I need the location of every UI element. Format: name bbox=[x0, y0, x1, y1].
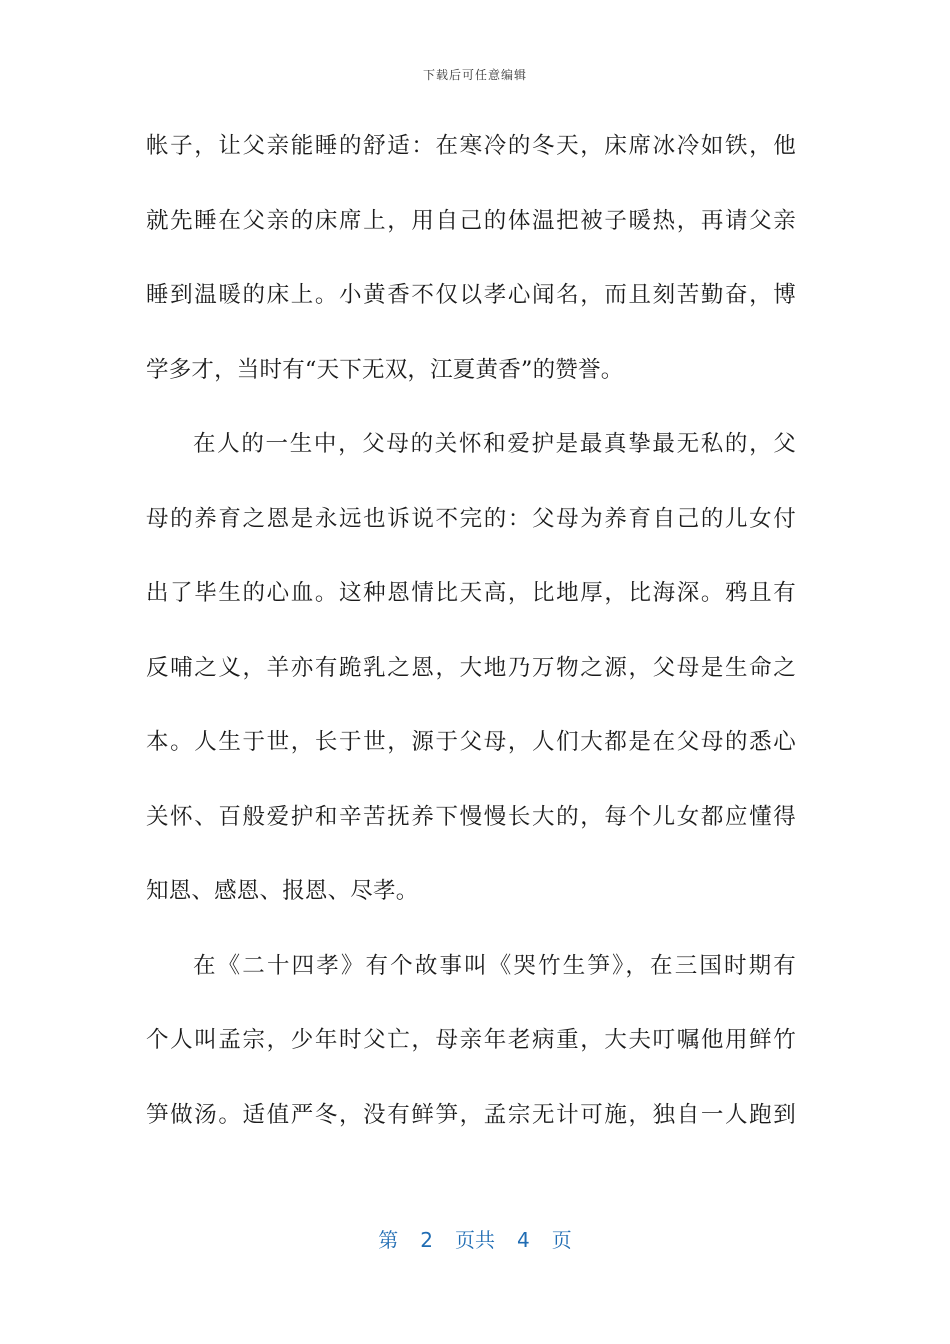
footer-prefix: 第 bbox=[378, 1228, 399, 1252]
paragraph-start-line: 在人的一生中，父母的关怀和爱护是最真挚最无私的，父 bbox=[193, 431, 796, 457]
page-header-note: 下载后可任意编辑 bbox=[422, 68, 527, 82]
text-line: 个人叫孟宗，少年时父亡，母亲年老病重，大夫叮嘱他用鲜竹 bbox=[146, 1027, 796, 1053]
text-line: 出了毕生的心血。这种恩情比天高，比地厚，比海深。鸦且有 bbox=[146, 580, 796, 606]
text-line: 母的养育之恩是永远也诉说不完的：父母为养育自己的儿女付 bbox=[146, 505, 796, 532]
paragraph-start-line: 在《二十四孝》有个故事叫《哭竹生笋》，在三国时期有 bbox=[193, 952, 796, 979]
text-line: 笋做汤。适值严冬，没有鲜笋，孟宗无计可施，独自一人跑到 bbox=[146, 1101, 796, 1128]
text-line: 学多才，当时有“天下无双，江夏黄香”的赞誉。 bbox=[146, 356, 624, 383]
text-line: 帐子，让父亲能睡的舒适：在寒冷的冬天，床席冰冷如铁，他 bbox=[146, 133, 796, 159]
footer-current-page: 2 bbox=[420, 1228, 433, 1252]
footer-middle: 页共 bbox=[455, 1228, 495, 1252]
text-line: 知恩、感恩、报恩、尽孝。 bbox=[146, 878, 419, 904]
text-line: 本。人生于世，长于世，源于父母，人们大都是在父母的悉心 bbox=[146, 729, 796, 755]
page-footer bbox=[0, 1224, 950, 1253]
footer-suffix: 页 bbox=[551, 1228, 572, 1252]
text-line: 关怀、百般爱护和辛苦抚养下慢慢长大的，每个儿女都应懂得 bbox=[146, 803, 796, 830]
text-line: 反哺之义，羊亦有跪乳之恩，大地乃万物之源，父母是生命之 bbox=[146, 654, 796, 681]
footer-total-pages: 4 bbox=[517, 1228, 530, 1252]
text-line: 就先睡在父亲的床席上，用自己的体温把被子暖热，再请父亲 bbox=[146, 207, 796, 234]
text-line: 睡到温暖的床上。小黄香不仅以孝心闻名，而且刻苦勤奋，博 bbox=[146, 282, 796, 308]
body-text bbox=[146, 118, 796, 1161]
